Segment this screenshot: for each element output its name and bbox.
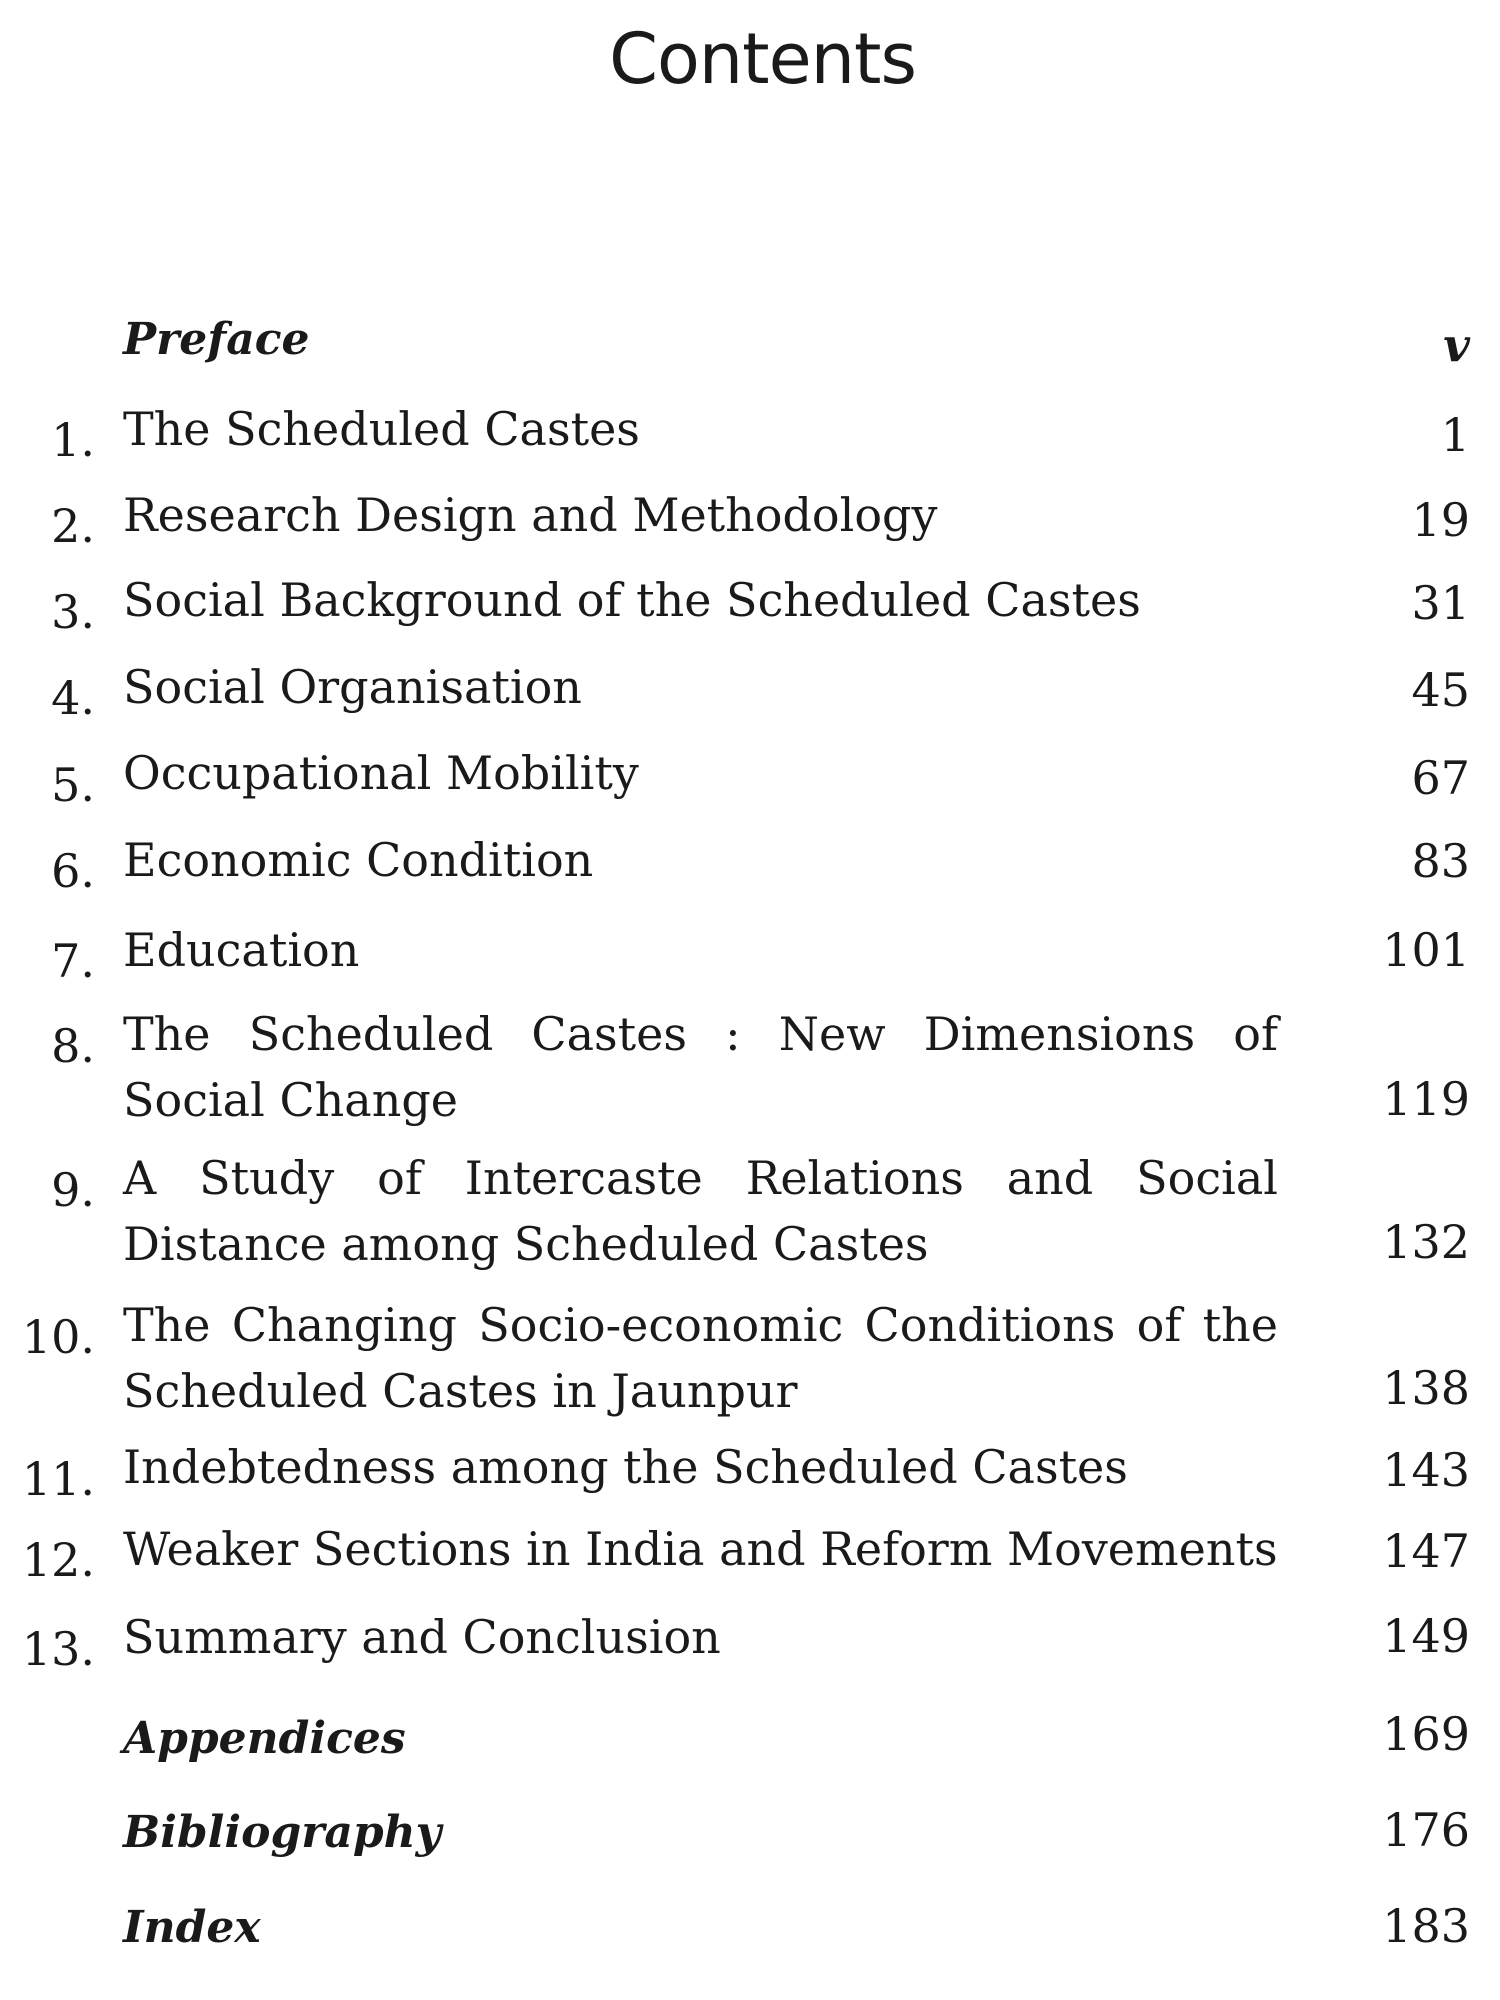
toc-entry-page: 147: [1382, 1524, 1470, 1578]
toc-entry-title: A Study of Intercaste Relations and Social Distance among Scheduled Castes: [123, 1151, 1278, 1271]
toc-entry-page: 1: [1440, 408, 1470, 462]
toc-entry-page: 119: [1382, 1072, 1470, 1126]
toc-entry-page: v: [1443, 318, 1470, 372]
toc-entry-page: 101: [1382, 923, 1470, 977]
page-title: Contents: [609, 18, 916, 100]
toc-entry-label: Preface: [123, 314, 310, 365]
toc-entry-number: 7.: [51, 934, 95, 988]
toc-entry-number: 3.: [51, 585, 95, 639]
toc-entry-title: Occupational Mobility: [123, 746, 639, 800]
toc-entry-number: 2.: [51, 499, 95, 553]
toc-entry-page: 31: [1411, 576, 1470, 630]
toc-entry-title: The Scheduled Castes: [123, 402, 640, 456]
toc-entry-number: 10.: [21, 1310, 95, 1364]
toc-entry-page: 149: [1382, 1609, 1470, 1663]
toc-entry-number: 4.: [51, 671, 95, 725]
toc-entry-title: The Changing Socio-economic Conditions of the Scheduled Castes in Jaunpur: [123, 1298, 1278, 1418]
toc-entry-number: 13.: [21, 1622, 95, 1676]
toc-entry-title: Weaker Sections in India and Reform Movements: [123, 1522, 1278, 1576]
toc-entry-title: Indebtedness among the Scheduled Castes: [123, 1440, 1128, 1494]
toc-entry-page: 83: [1411, 834, 1470, 888]
toc-entry-title: Social Organisation: [123, 660, 582, 714]
toc-entry-page: 138: [1382, 1361, 1470, 1415]
toc-entry-title: Social Background of the Scheduled Castes: [123, 573, 1141, 627]
toc-entry-title: Education: [123, 923, 360, 977]
toc-entry-number: 8.: [51, 1019, 95, 1073]
toc-entry-page: 19: [1411, 493, 1470, 547]
toc-entry-title: Economic Condition: [123, 833, 594, 887]
toc-entry-title: Research Design and Methodology: [123, 488, 938, 542]
toc-entry-title: The Scheduled Castes : New Dimensions of Social Change: [123, 1007, 1278, 1127]
toc-entry-number: 1.: [51, 413, 95, 467]
toc-entry-page: 169: [1382, 1707, 1470, 1761]
toc-entry-number: 12.: [21, 1533, 95, 1587]
toc-entry-page: 45: [1411, 663, 1470, 717]
toc-entry-page: 176: [1382, 1803, 1470, 1857]
toc-entry-number: 11.: [21, 1452, 95, 1506]
toc-entry-page: 143: [1382, 1443, 1470, 1497]
toc-entry-title: Summary and Conclusion: [123, 1610, 721, 1664]
toc-entry-number: 5.: [51, 758, 95, 812]
toc-entry-page: 132: [1382, 1215, 1470, 1269]
toc-entry-number: 9.: [51, 1163, 95, 1217]
toc-entry-label: Index: [123, 1902, 261, 1953]
toc-entry-page: 67: [1411, 751, 1470, 805]
toc-entry-label: Appendices: [123, 1713, 406, 1764]
toc-entry-number: 6.: [51, 844, 95, 898]
toc-entry-label: Bibliography: [123, 1807, 442, 1858]
toc-entry-page: 183: [1382, 1899, 1470, 1953]
